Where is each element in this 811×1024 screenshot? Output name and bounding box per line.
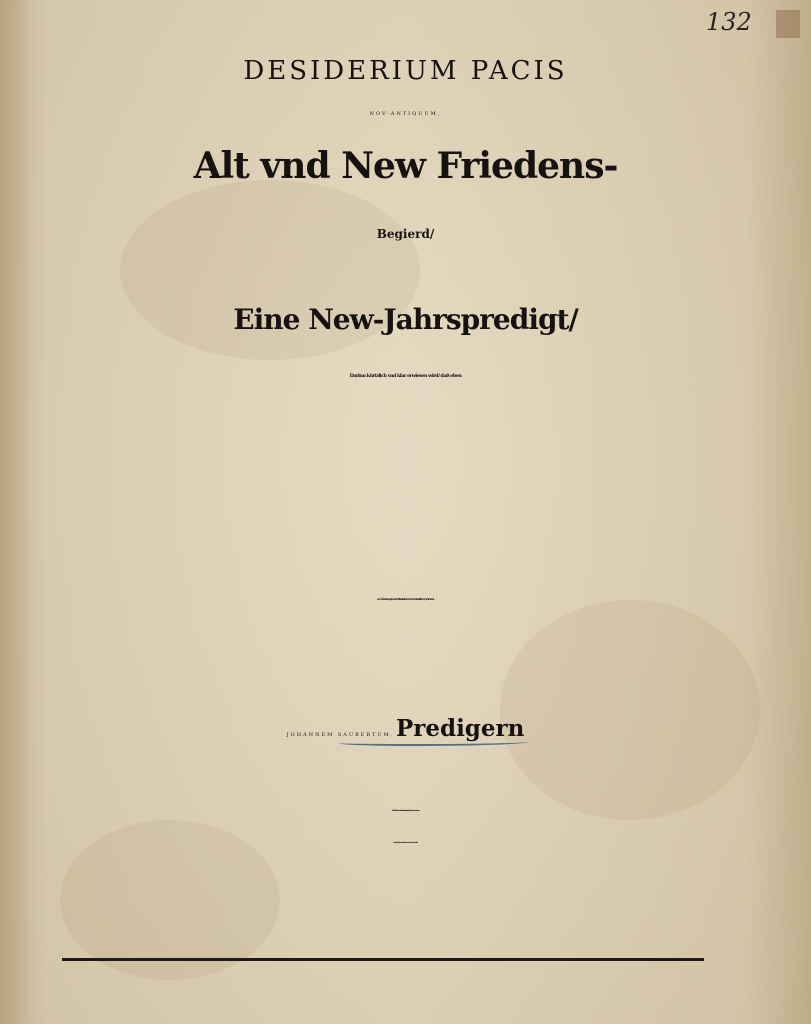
- motto-line-2: ren) Frieden rahten/ machen Frewde.: [393, 842, 418, 844]
- place-line-1: zu Nürnberg in der Pfarrkirch/ zu S. Sebald/ bey Volckrei-: [377, 597, 434, 601]
- title-german: Alt vnd New Friedens-: [193, 145, 618, 187]
- folio-number: 132: [706, 8, 752, 36]
- author-line: [0, 717, 811, 740]
- title-german-2: Begierd/: [376, 227, 435, 241]
- body-line-1: Darinn kürtzlich vnd klar erwiesen wird/ daß eben: [349, 373, 462, 379]
- author-name: JOHANNEM SAUBERTUM,: [286, 732, 395, 738]
- corner-stain: [776, 10, 800, 38]
- handwritten-underline: [338, 739, 528, 746]
- paper-stain: [60, 820, 280, 980]
- motto-line-1: Die/ so Böses rahten/ betriegen; Aber die zum (waa-: [391, 810, 420, 812]
- title-latin-sub: NOV-ANTIQUUM,: [369, 111, 442, 117]
- title-sermon: Eine New-Jahrspredigt/: [233, 303, 578, 336]
- author-role: Predigern: [395, 715, 525, 742]
- title-latin: DESIDERIUM PACIS: [243, 56, 568, 86]
- paper-stain: [500, 600, 760, 820]
- horizontal-rule: [62, 958, 704, 961]
